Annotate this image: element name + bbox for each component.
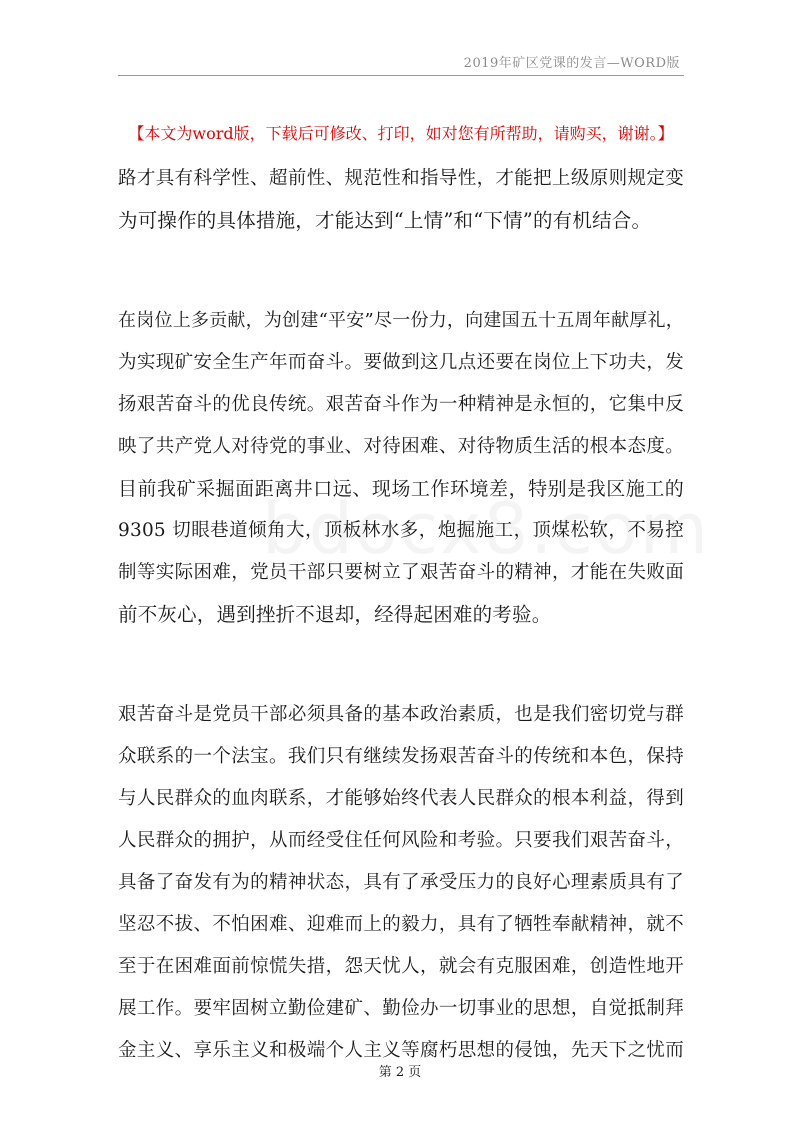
body-text	[118, 158, 684, 1072]
text-line: 金主义、享乐主义和极端个人主义等腐朽思想的侵蚀，先天下之忧而	[118, 1040, 684, 1061]
text-line: 展工作。要牢固树立勤俭建矿、勤俭办一切事业的思想，自觉抵制拜	[118, 998, 684, 1019]
text-line: 与人民群众的血肉联系，才能够始终代表人民群众的根本利益，得到	[118, 788, 684, 809]
text-line: 坚忍不拔、不怕困难、迎难而上的毅力，具有了牺牲奉献精神，就不	[118, 914, 684, 935]
header-divider	[118, 75, 684, 76]
text-line: 艰苦奋斗是党员干部必须具备的基本政治素质，也是我们密切党与群	[118, 704, 684, 725]
text-line: 前不灰心，遇到挫折不退却，经得起困难的考验。	[118, 603, 552, 626]
text-line: 人民群众的拥护，从而经受住任何风险和考验。只要我们艰苦奋斗，	[118, 830, 684, 851]
text-line: 在岗位上多贡献，为创建“平安”尽一份力，向建国五十五周年献厚礼，	[118, 310, 684, 331]
text-line: 目前我矿采掘面距离井口远、现场工作环境差，特别是我区施工的	[118, 478, 684, 500]
paragraph-gap	[118, 636, 684, 694]
paragraph-gap	[118, 242, 684, 300]
text-line: 为实现矿安全生产年而奋斗。要做到这几点还要在岗位上下功夫，发	[118, 352, 684, 373]
text-line: 具备了奋发有为的精神状态，具有了承受压力的良好心理素质具有了	[118, 872, 684, 893]
page-number: 第 2 页	[378, 1065, 422, 1080]
text-line: 9305 切眼巷道倾角大，顶板林水多，炮掘施工，顶煤松软，不易控	[118, 520, 684, 541]
paragraph	[118, 694, 684, 1072]
document-header-title: 2019年矿区党课的发言—WORD版	[463, 56, 680, 71]
download-notice: 【本文为word版，下载后可修改、打印，如对您有所帮助，请购买，谢谢。】	[128, 124, 674, 143]
text-line: 扬艰苦奋斗的优良传统。艰苦奋斗作为一种精神是永恒的，它集中反	[118, 394, 684, 415]
text-line: 为可操作的具体措施，才能达到“上情”和“下情”的有机结合。	[118, 209, 652, 232]
paragraph	[118, 300, 684, 636]
text-line: 映了共产党人对待党的事业、对待困难、对待物质生活的根本态度。	[118, 436, 684, 457]
paragraph	[118, 158, 684, 242]
text-line: 制等实际困难，党员干部只要树立了艰苦奋斗的精神，才能在失败面	[118, 562, 684, 583]
text-line: 至于在困难面前惊慌失措，怨天忧人，就会有克服困难，创造性地开	[118, 956, 684, 977]
text-line: 众联系的一个法宝。我们只有继续发扬艰苦奋斗的传统和本色，保持	[118, 746, 684, 767]
text-line: 路才具有科学性、超前性、规范性和指导性，才能把上级原则规定变	[118, 168, 684, 189]
